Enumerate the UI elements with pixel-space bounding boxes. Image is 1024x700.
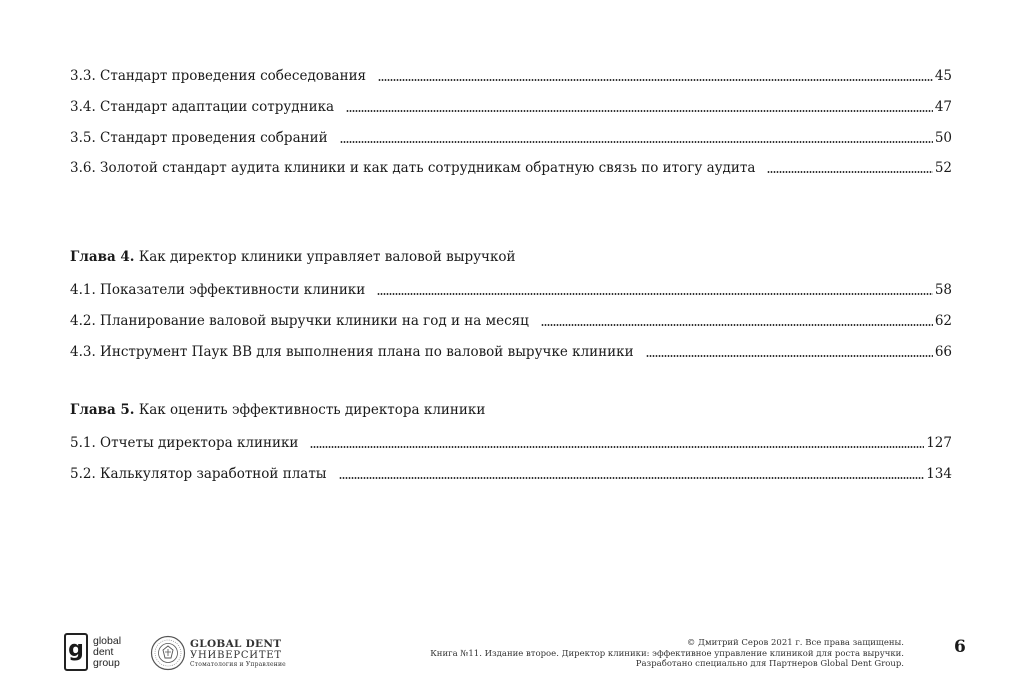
toc-leader-dots xyxy=(767,171,932,173)
toc-entry-title: 3.4. Стандарт адаптации сотрудника xyxy=(70,99,335,115)
logo-letter: g xyxy=(68,637,84,662)
global-dent-group-logo xyxy=(64,633,121,671)
toc-leader-dots xyxy=(310,446,924,448)
copyright-line: Книга №11. Издание второе. Директор клиники: эффективное управление клиникой для роста выручки. xyxy=(430,648,904,659)
university-wordmark xyxy=(190,638,286,668)
toc-entry-title: 4.2. Планирование валовой выручки клиники на год и на месяц xyxy=(70,313,529,329)
toc-entry-title: 4.3. Инструмент Паук ВВ для выполнения плана по валовой выручке клиники xyxy=(70,344,634,360)
toc-leader-dots xyxy=(378,79,933,81)
toc-leader-dots xyxy=(346,110,933,112)
toc-entry-page: 134 xyxy=(926,466,952,482)
chapter-title: Как оценить эффективность директора клиники xyxy=(138,402,486,418)
toc-entry[interactable] xyxy=(70,156,952,176)
toc-entry-page: 50 xyxy=(934,130,952,146)
toc-entry-title: 3.5. Стандарт проведения собраний xyxy=(70,130,328,146)
toc-leader-dots xyxy=(541,324,933,326)
toc-entry[interactable] xyxy=(70,64,952,84)
global-dent-university-logo xyxy=(150,635,286,671)
toc-leader-dots xyxy=(339,477,925,479)
toc-entry-title: 5.2. Калькулятор заработной платы xyxy=(70,466,327,482)
toc-entry-page: 52 xyxy=(934,160,952,176)
toc-entry[interactable] xyxy=(70,309,952,329)
chapter-heading xyxy=(70,402,485,418)
toc-entry-page: 62 xyxy=(934,313,952,329)
chapter-title: Как директор клиники управляет валовой выручкой xyxy=(138,249,516,265)
chapter-label: Глава 5. xyxy=(70,402,135,418)
logo-line: group xyxy=(93,656,120,669)
toc-leader-dots xyxy=(377,293,933,295)
toc-entry-title: 3.6. Золотой стандарт аудита клиники и как дать сотрудникам обратную связь по итогу аудита xyxy=(70,160,756,176)
copyright-notice xyxy=(430,638,904,670)
logo-line: dent xyxy=(93,645,114,658)
chapter-label: Глава 4. xyxy=(70,249,135,265)
toc-leader-dots xyxy=(646,355,933,357)
page-number: 6 xyxy=(954,637,966,657)
toc-entry-page: 127 xyxy=(926,435,952,451)
university-tagline: Стоматология и Управление xyxy=(190,661,286,668)
toc-entry[interactable] xyxy=(70,462,952,482)
toc-entry-page: 66 xyxy=(934,344,952,360)
chapter-heading xyxy=(70,249,516,265)
g-logo-icon xyxy=(64,633,88,671)
logo-line: global xyxy=(93,634,122,647)
logo-wordmark xyxy=(93,636,121,669)
copyright-line: © Дмитрий Серов 2021 г. Все права защищены. xyxy=(686,638,904,648)
toc-entry-title: 4.1. Показатели эффективности клиники xyxy=(70,282,366,298)
university-subtitle: УНИВЕРСИТЕТ xyxy=(190,650,282,661)
toc-entry[interactable] xyxy=(70,278,952,298)
toc-entry-page: 45 xyxy=(934,68,952,84)
university-name: GLOBAL DENT xyxy=(190,638,282,650)
toc-entry[interactable] xyxy=(70,126,952,146)
toc-entry-page: 58 xyxy=(934,282,952,298)
toc-entry[interactable] xyxy=(70,95,952,115)
toc-entry[interactable] xyxy=(70,340,952,360)
toc-leader-dots xyxy=(340,141,933,143)
toc-entry-page: 47 xyxy=(934,99,952,115)
university-seal-icon xyxy=(150,635,186,671)
toc-entry-title: 3.3. Стандарт проведения собеседования xyxy=(70,68,367,84)
toc-entry-title: 5.1. Отчеты директора клиники xyxy=(70,435,299,451)
copyright-line: Разработано специально для Партнеров Global Dent Group. xyxy=(635,659,904,669)
toc-entry[interactable] xyxy=(70,431,952,451)
